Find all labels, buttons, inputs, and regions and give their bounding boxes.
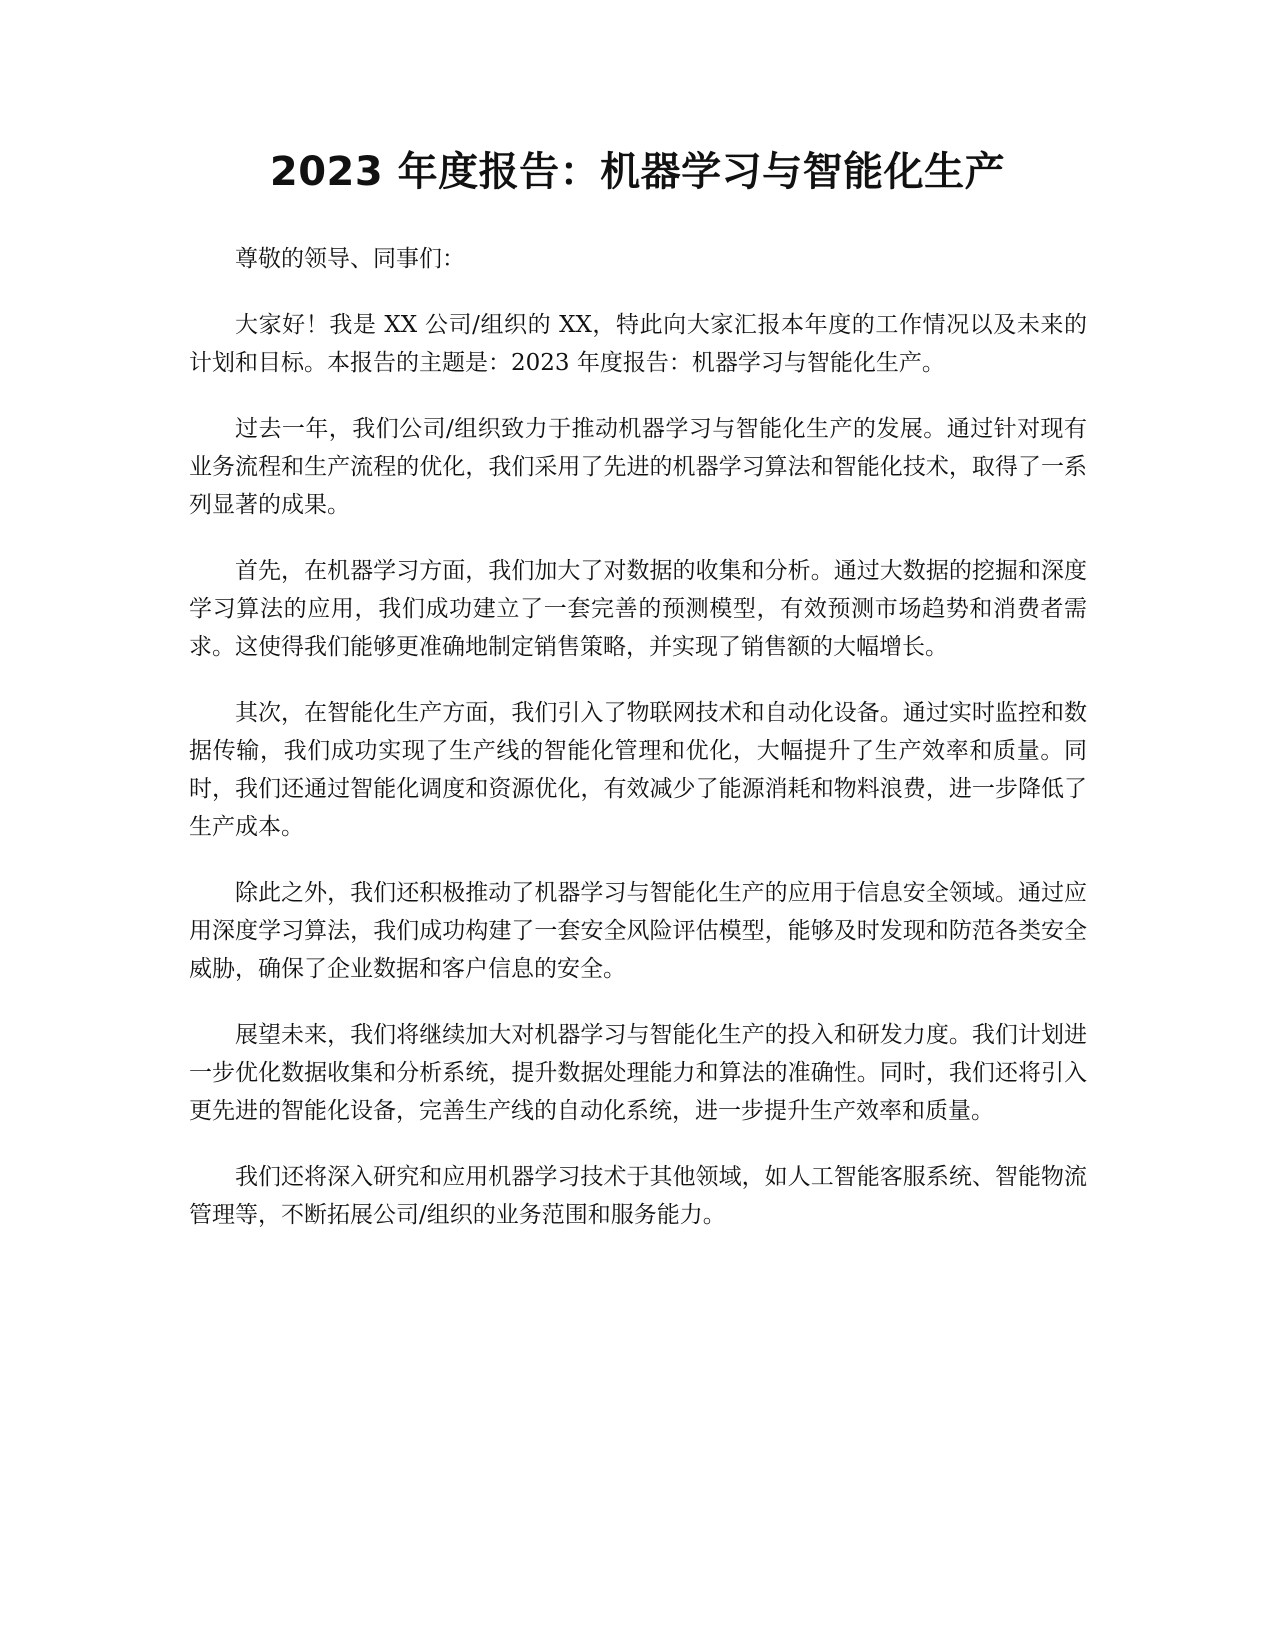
- past-year-paragraph: 过去一年，我们公司/组织致力于推动机器学习与智能化生产的发展。通过针对现有业务流程和生产流程的优化，我们采用了先进的机器学习算法和智能化技术，取得了一系列显著的成果。: [189, 416, 1087, 518]
- salutation-paragraph: 尊敬的领导、同事们：: [235, 246, 465, 272]
- information-security-paragraph: 除此之外，我们还积极推动了机器学习与智能化生产的应用于信息安全领域。通过应用深度学习算法，我们成功构建了一套安全风险评估模型，能够及时发现和防范各类安全威胁，确保了企业数据和客户信息的安全。: [189, 880, 1087, 982]
- intro-paragraph: 大家好！我是 XX 公司/组织的 XX，特此向大家汇报本年度的工作情况以及未来的计划和目标。本报告的主题是：2023 年度报告：机器学习与智能化生产。: [189, 312, 1087, 376]
- document-body: [189, 240, 1087, 1262]
- future-outlook-paragraph: 展望未来，我们将继续加大对机器学习与智能化生产的投入和研发力度。我们计划进一步优化数据收集和分析系统，提升数据处理能力和算法的准确性。同时，我们还将引入更先进的智能化设备，完善生产线的自动化系统，进一步提升生产效率和质量。: [189, 1022, 1087, 1124]
- machine-learning-paragraph: 首先，在机器学习方面，我们加大了对数据的收集和分析。通过大数据的挖掘和深度学习算法的应用，我们成功建立了一套完善的预测模型，有效预测市场趋势和消费者需求。这使得我们能够更准确地制定销售策略，并实现了销售额的大幅增长。: [189, 558, 1087, 660]
- other-domains-paragraph: 我们还将深入研究和应用机器学习技术于其他领域，如人工智能客服系统、智能物流管理等，不断拓展公司/组织的业务范围和服务能力。: [189, 1164, 1087, 1228]
- document-title: 2023 年度报告：机器学习与智能化生产: [269, 149, 1006, 195]
- smart-production-paragraph: 其次，在智能化生产方面，我们引入了物联网技术和自动化设备。通过实时监控和数据传输，我们成功实现了生产线的智能化管理和优化，大幅提升了生产效率和质量。同时，我们还通过智能化调度和资源优化，有效减少了能源消耗和物料浪费，进一步降低了生产成本。: [189, 700, 1087, 840]
